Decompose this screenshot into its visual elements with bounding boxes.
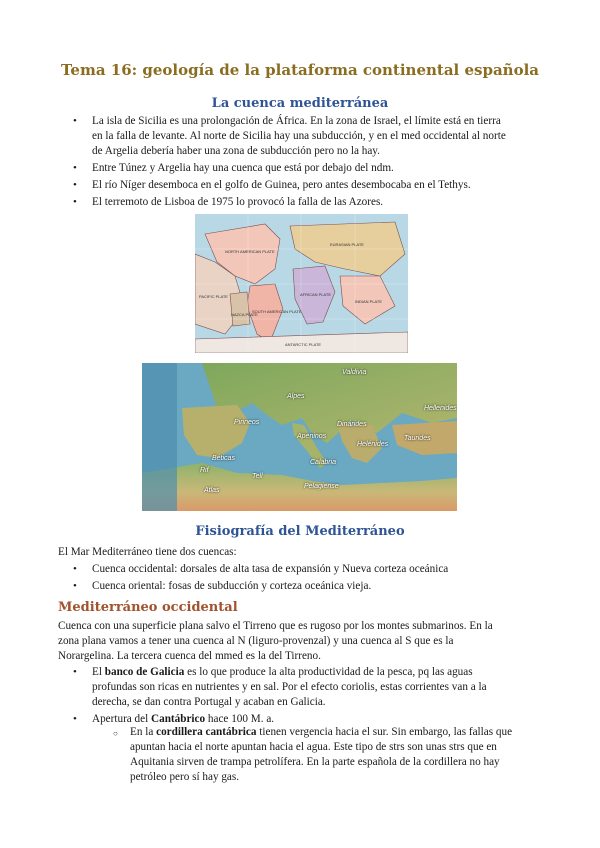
- list-item: • El terremoto de Lisboa de 1975 lo provocó la falla de las Azores.: [92, 195, 552, 210]
- mediterranean-relief-map: [142, 363, 457, 511]
- map-label: Helénides: [357, 441, 389, 448]
- map-label: Atlas: [204, 487, 220, 494]
- map-label: Pelagiense: [304, 483, 339, 490]
- list-item: ○ En la cordillera cantábrica tienen vergencia hacia el sur. Sin embargo, las fallas que apuntan hacia el norte apuntan hacia el agua. Este tipo de strs son unas strs que en Aquitania sirven de trampa petrolífera. En la parte española de la cordillera no hay petróleo pero sí hay gas.: [130, 725, 560, 785]
- document-title: Tema 16: geología de la plataforma continental española: [60, 61, 540, 79]
- intro-text: El Mar Mediterráneo tiene dos cuencas:: [58, 546, 237, 558]
- map-label: Tell: [252, 473, 263, 480]
- bullet-list-cuenca: [92, 114, 552, 212]
- plate-label: AFRICAN PLATE: [300, 292, 332, 297]
- map-label: Calabria: [310, 459, 337, 466]
- tectonic-plates-map: [195, 214, 408, 353]
- section-heading-fisiografia: Fisiografía del Mediterráneo: [195, 524, 405, 539]
- section-heading-cuenca: La cuenca mediterránea: [211, 96, 389, 111]
- bullet-list-occidental: [92, 665, 552, 729]
- list-item: • La isla de Sicilia es una prolongación de África. En la zona de Israel, el límite está en tierra en la falla de levante. Al norte de Sicilia hay una subducción, y en el med occidental al norte de Argelia debería haber una zona de subducción pero no la hay.: [92, 114, 552, 159]
- plate-label: SOUTH AMERICAN PLATE: [252, 309, 302, 314]
- map-label: Valdivia: [342, 369, 367, 376]
- plate-label: EURASIAN PLATE: [330, 242, 364, 247]
- map-label: Pirineos: [234, 419, 260, 426]
- section-heading-occidental: Mediterráneo occidental: [58, 600, 238, 615]
- list-item: • Cuenca oriental: fosas de subducción y corteza oceánica vieja.: [92, 579, 552, 594]
- list-item: • Entre Túnez y Argelia hay una cuenca que está por debajo del ndm.: [92, 161, 552, 176]
- paragraph: Cuenca con una superficie plana salvo el Tirreno que es rugoso por los montes submarinos. En la zona plana vamos a tener una cuenca al N (liguro-provenzal) y una cuenca al S que es la Norargelina. La tercera cuenca del mmed es la del Tirreno.: [58, 620, 493, 662]
- map-label: Taurides: [404, 435, 431, 442]
- map-label: Dinárides: [337, 421, 367, 428]
- list-item: • Apertura del Cantábrico hace 100 M. a.: [92, 712, 552, 727]
- plate-label: NORTH AMERICAN PLATE: [225, 249, 275, 254]
- bullet-list-fisiografia: [92, 562, 552, 596]
- map-label: Apeninos: [297, 433, 327, 440]
- plates-map-svg: [195, 214, 408, 353]
- plate-label: NAZCA PLATE: [231, 312, 258, 317]
- map-label: Béticas: [212, 455, 235, 462]
- list-item: • El río Níger desemboca en el golfo de Guinea, pero antes desembocaba en el Tethys.: [92, 178, 552, 193]
- map-label: Alpes: [287, 393, 305, 400]
- list-item: • El banco de Galicia es lo que produce la alta productividad de la pesca, pq las aguas profundas son ricas en nutrientes y en sal. Por el efecto coriolis, estas corrientes van a la derecha, se dan contra Portugal y acaban en Galicia.: [92, 665, 552, 710]
- plate-label: ANTARCTIC PLATE: [285, 342, 322, 347]
- sub-bullet-list: [130, 725, 560, 787]
- map-label: Hellenides: [424, 405, 457, 412]
- plate-label: INDIAN PLATE: [355, 299, 383, 304]
- plate-label: PACIFIC PLATE: [199, 294, 228, 299]
- map-label: Rif: [200, 467, 209, 474]
- list-item: • Cuenca occidental: dorsales de alta tasa de expansión y Nueva corteza oceánica: [92, 562, 552, 577]
